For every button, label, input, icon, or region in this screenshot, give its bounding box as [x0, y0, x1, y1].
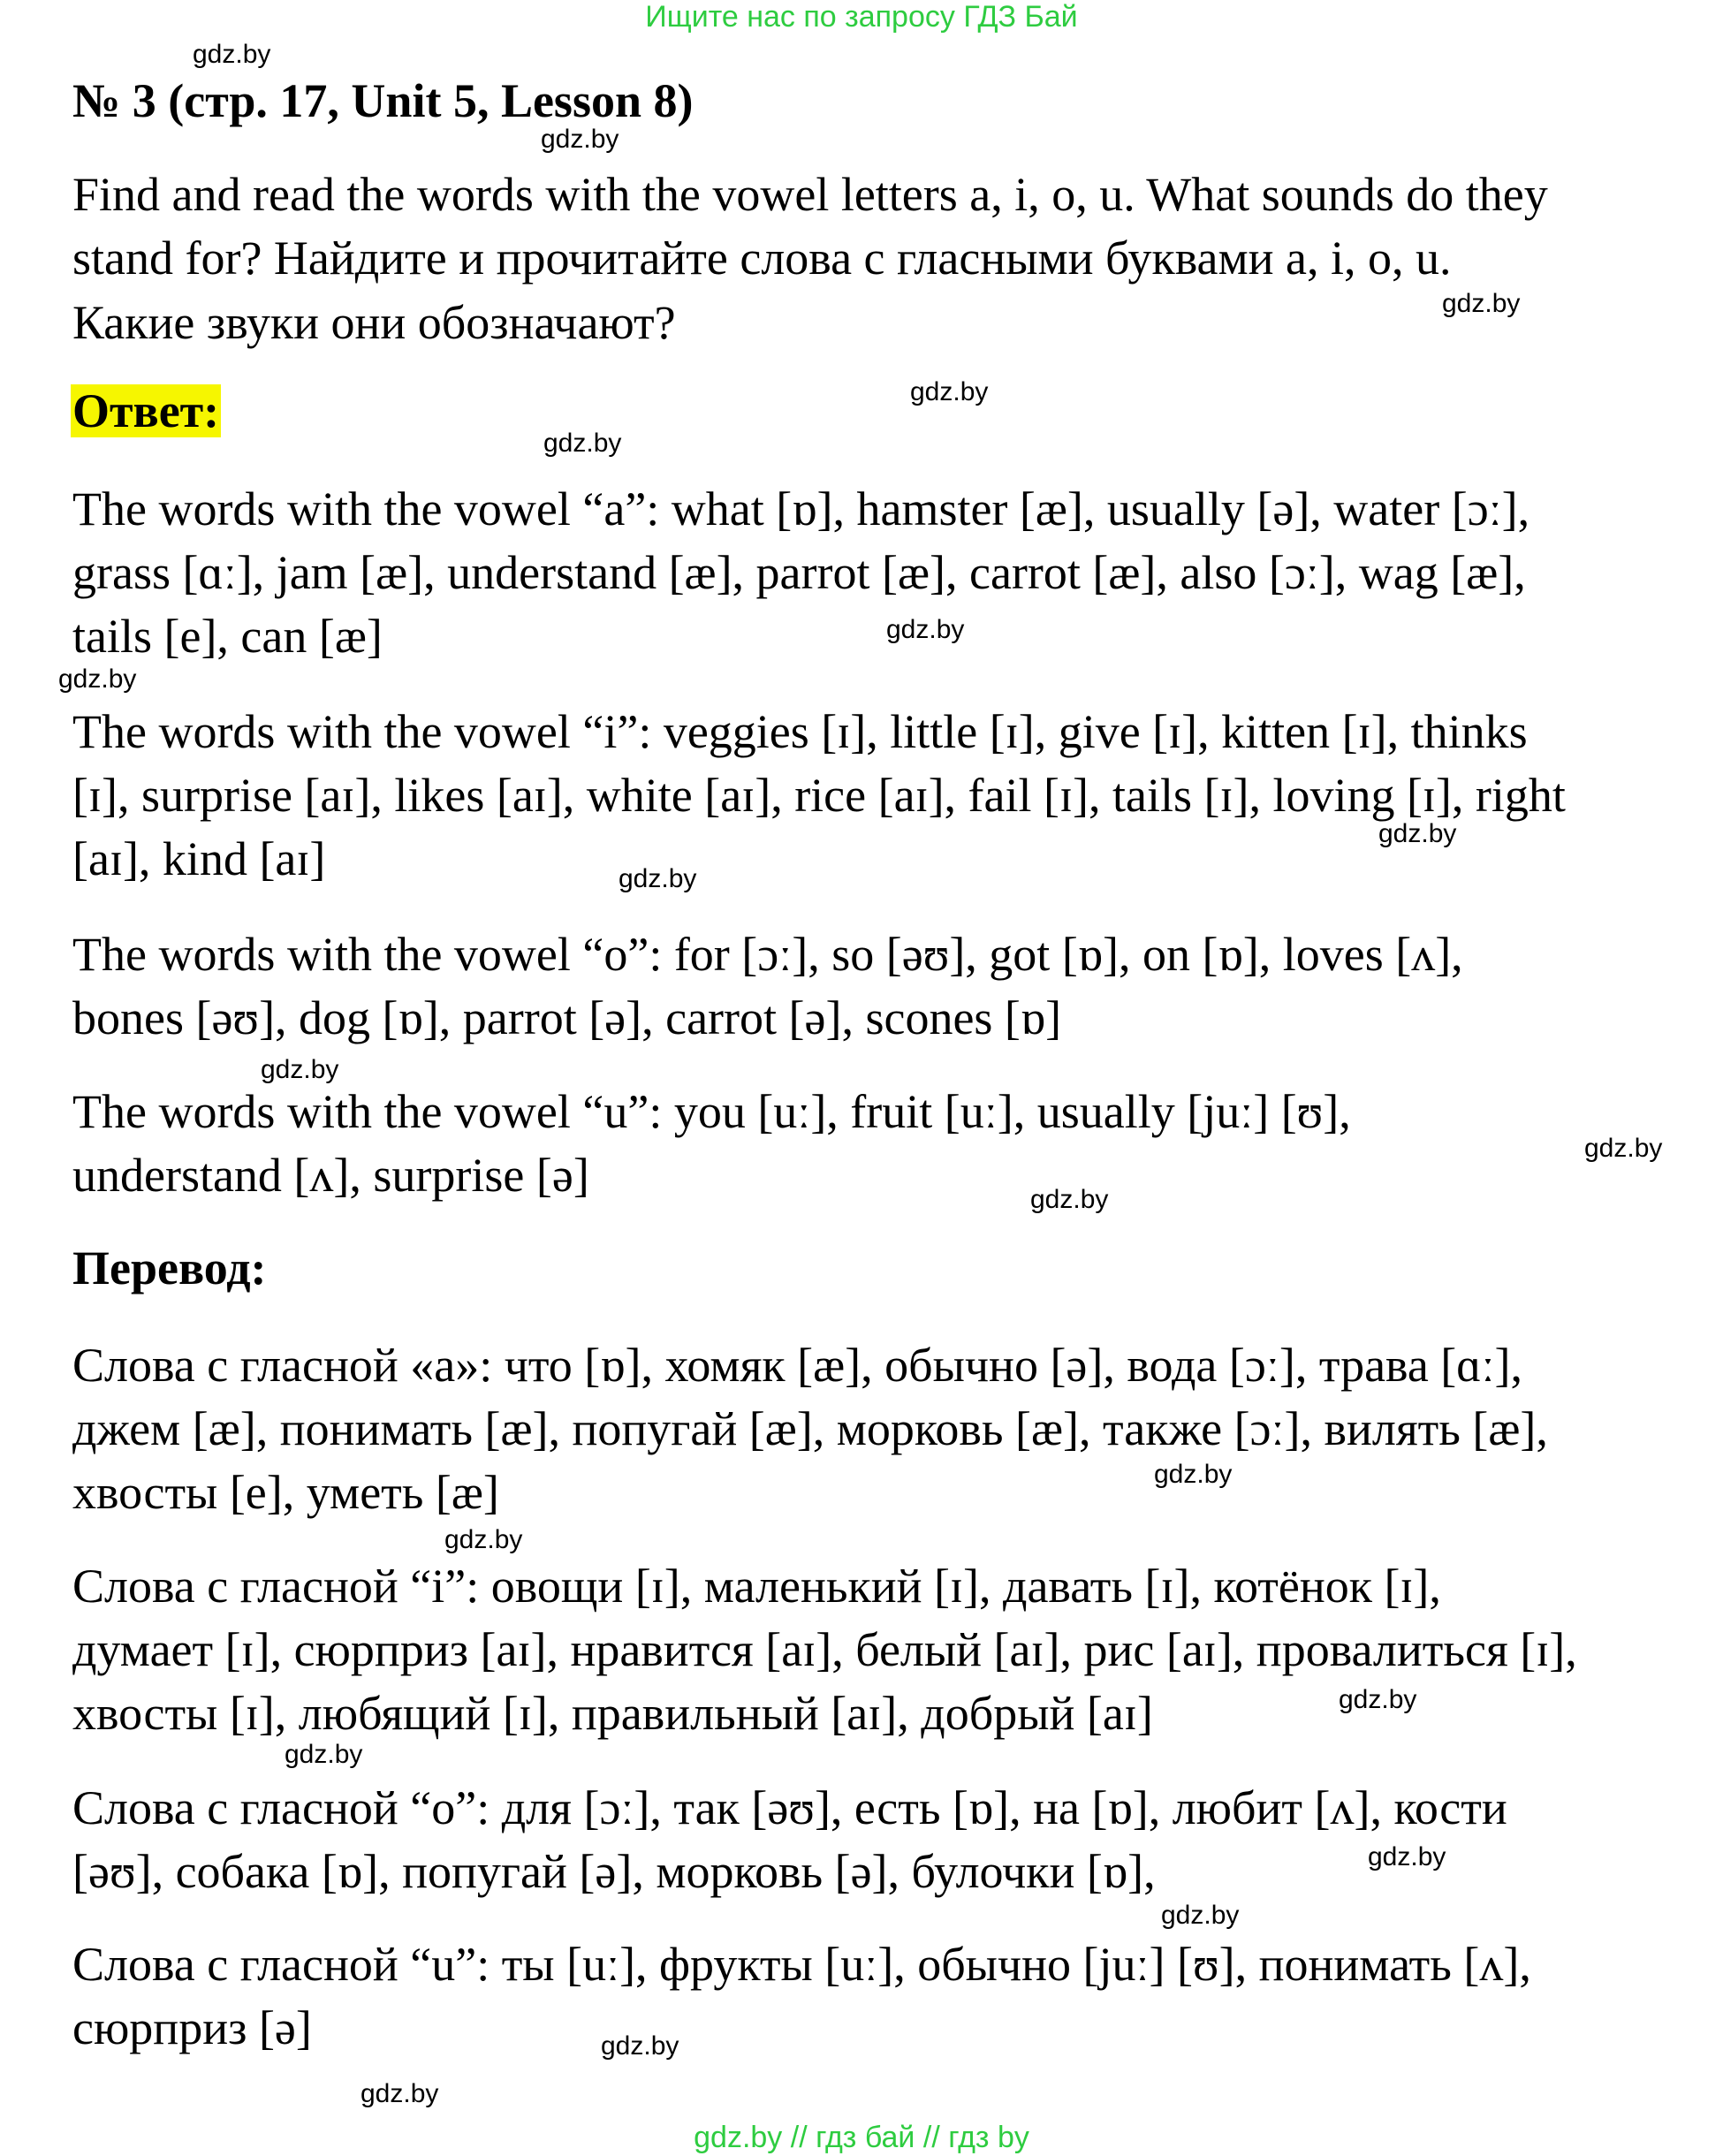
watermark: gdz.by: [1442, 289, 1521, 318]
watermark: gdz.by: [58, 664, 137, 694]
watermark: gdz.by: [1030, 1185, 1109, 1214]
answer-line: The words with the vowel “a”: what [ɒ], hamster [æ], usually [ə], water [ɔː],: [72, 482, 1530, 535]
translation-line: думает [ɪ], сюрприз [aɪ], нравится [aɪ], белый [aɪ], рис [aɪ], провалиться [ɪ],: [72, 1623, 1577, 1676]
translation-line: джем [æ], понимать [æ], попугай [æ], морковь [æ], также [ɔː], вилять [æ],: [72, 1402, 1548, 1455]
task-line: stand for? Найдите и прочитайте слова с гласными буквами a, i, o, u.: [72, 232, 1452, 285]
translation-line: хвосты [ɪ], любящий [ɪ], правильный [aɪ], добрый [aɪ]: [72, 1687, 1153, 1740]
answer-line: [ɪ], surprise [aɪ], likes [aɪ], white [aɪ], rice [aɪ], fail [ɪ], tails [ɪ], loving [ɪ], right: [72, 769, 1566, 822]
bottom-banner[interactable]: gdz.by // гдз бай // гдз by: [694, 2121, 1029, 2154]
answer-line: The words with the vowel “o”: for [ɔː], so [əʊ], got [ɒ], on [ɒ], loves [ʌ],: [72, 928, 1463, 981]
translation-line: Слова с гласной “o”: для [ɔː], так [əʊ], есть [ɒ], на [ɒ], любит [ʌ], кости: [72, 1781, 1507, 1834]
translation-line: сюрприз [ə]: [72, 2001, 312, 2054]
translation-line: хвосты [e], уметь [æ]: [72, 1466, 499, 1519]
task-line: Какие звуки они обозначают?: [72, 296, 676, 349]
watermark: gdz.by: [1339, 1685, 1417, 1714]
watermark: gdz.by: [1368, 1842, 1446, 1871]
watermark: gdz.by: [1154, 1460, 1233, 1489]
answer-line: [aɪ], kind [aɪ]: [72, 832, 326, 885]
watermark: gdz.by: [193, 40, 271, 69]
translation-line: Слова с гласной «а»: что [ɒ], хомяк [æ], обычно [ə], вода [ɔː], трава [ɑː],: [72, 1339, 1523, 1392]
watermark: gdz.by: [285, 1740, 363, 1769]
watermark: gdz.by: [541, 125, 619, 154]
translation-line: Слова с гласной “i”: овощи [ɪ], маленький [ɪ], давать [ɪ], котёнок [ɪ],: [72, 1560, 1441, 1613]
watermark: gdz.by: [444, 1525, 523, 1554]
answer-line: bones [əʊ], dog [ɒ], parrot [ə], carrot [ə], scones [ɒ]: [72, 991, 1062, 1044]
top-banner[interactable]: Ищите нас по запросу ГДЗ Бай: [645, 0, 1078, 34]
task-line: Find and read the words with the vowel letters a, i, o, u. What sounds do they: [72, 168, 1548, 221]
translation-label: Перевод:: [72, 1241, 267, 1294]
watermark: gdz.by: [601, 2031, 679, 2061]
answer-line: grass [ɑː], jam [æ], understand [æ], parrot [æ], carrot [æ], also [ɔː], wag [æ],: [72, 546, 1526, 599]
watermark: gdz.by: [1161, 1901, 1240, 1930]
answer-label: Ответ:: [72, 384, 220, 437]
watermark: gdz.by: [361, 2079, 439, 2108]
watermark: gdz.by: [261, 1055, 339, 1084]
watermark: gdz.by: [543, 429, 622, 458]
exercise-title: № 3 (стр. 17, Unit 5, Lesson 8): [72, 74, 694, 127]
answer-line: understand [ʌ], surprise [ə]: [72, 1149, 589, 1202]
translation-line: Слова с гласной “u”: ты [uː], фрукты [uː], обычно [juː] [ʊ], понимать [ʌ],: [72, 1938, 1531, 1991]
answer-line: tails [e], can [æ]: [72, 610, 383, 663]
watermark: gdz.by: [886, 615, 965, 644]
watermark: gdz.by: [1584, 1134, 1663, 1163]
watermark: gdz.by: [619, 864, 697, 893]
answer-line: The words with the vowel “i”: veggies [ɪ], little [ɪ], give [ɪ], kitten [ɪ], thinks: [72, 705, 1528, 758]
answer-line: The words with the vowel “u”: you [uː], fruit [uː], usually [juː] [ʊ],: [72, 1085, 1351, 1138]
watermark: gdz.by: [910, 377, 989, 406]
translation-line: [əʊ], собака [ɒ], попугай [ə], морковь [ə], булочки [ɒ],: [72, 1845, 1156, 1898]
watermark: gdz.by: [1378, 819, 1457, 848]
